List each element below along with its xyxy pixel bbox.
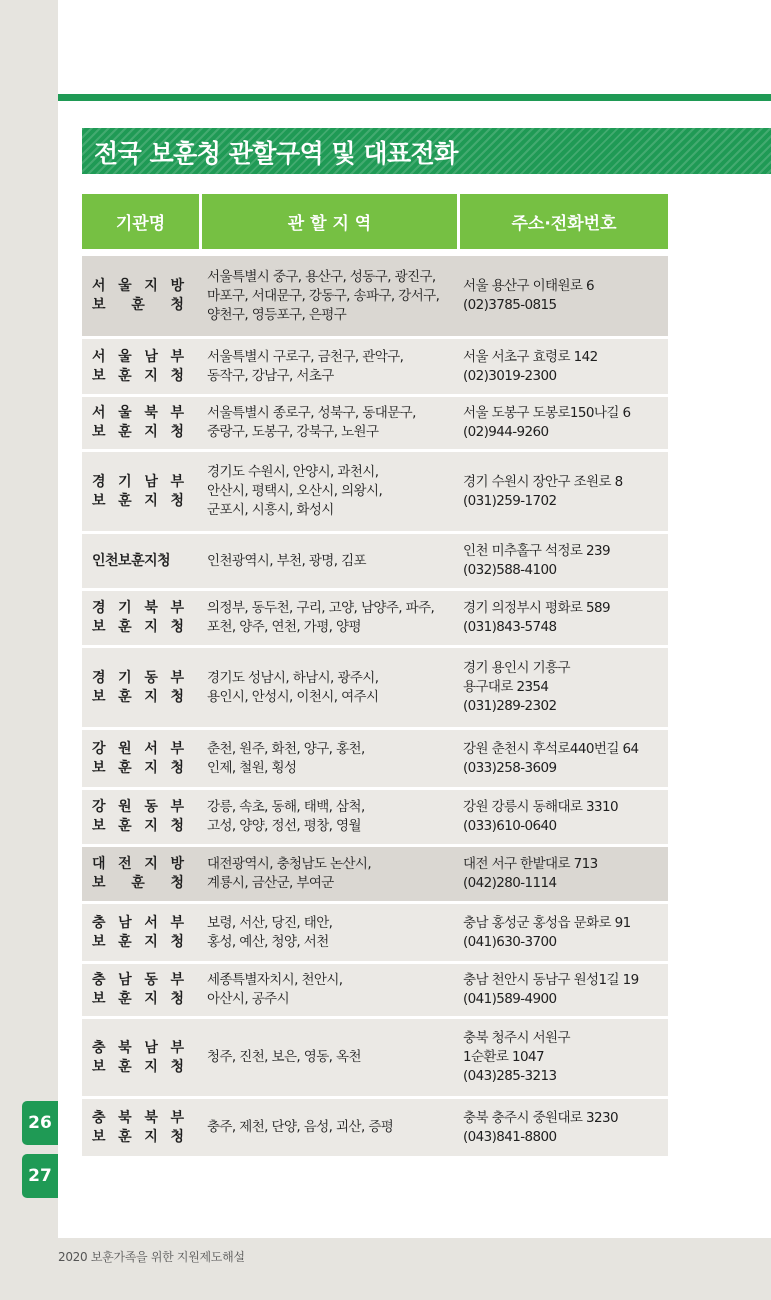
jurisdiction-cell	[199, 397, 457, 449]
org-name-char: 훈	[118, 991, 132, 1007]
jurisdiction-line: 경기도 수원시, 안양시, 과천시,	[207, 464, 379, 480]
org-name-char: 남	[144, 348, 158, 365]
org-name-char: 대	[92, 856, 106, 872]
org-name-char: 지	[144, 759, 158, 776]
header-address: 주소·전화번호	[457, 194, 668, 249]
org-name-char: 인천보훈지청	[92, 552, 171, 569]
header-area: 관 할 지 역	[199, 194, 457, 249]
table-row	[82, 787, 668, 844]
org-name-line	[92, 817, 184, 836]
org-name-line	[92, 874, 184, 893]
org-name-char: 서	[92, 405, 106, 421]
org-name-char: 훈	[118, 933, 132, 950]
org-name-char: 방	[170, 278, 184, 294]
page-number-right: 27	[22, 1154, 58, 1198]
jurisdiction-line: 용인시, 안성시, 이천시, 여주시	[207, 688, 379, 705]
jurisdiction-line: 동작구, 강남구, 서초구	[207, 367, 334, 384]
table-row	[82, 645, 668, 727]
org-name-char: 북	[144, 405, 158, 421]
org-name-line	[92, 1058, 184, 1077]
address-line: 경기 용인시 기흥구	[463, 660, 570, 676]
jurisdiction-line: 마포구, 서대문구, 강동구, 송파구, 강서구,	[207, 287, 440, 304]
jurisdiction-cell	[199, 256, 457, 336]
org-name-char: 지	[144, 818, 158, 834]
table-row	[82, 449, 668, 531]
jurisdiction-line: 홍성, 예산, 청양, 서천	[207, 933, 329, 950]
org-name-char: 경	[92, 473, 106, 490]
org-name-char: 동	[144, 972, 158, 988]
address-phone-cell	[457, 339, 668, 394]
org-name-char: 경	[92, 669, 106, 686]
org-name-cell	[82, 1019, 199, 1096]
org-name-char: 보	[92, 933, 106, 950]
org-name-char: 충	[92, 972, 106, 988]
org-name-char: 울	[118, 405, 132, 421]
page-number-left: 26	[22, 1101, 58, 1145]
phone-number: (031)843-5748	[463, 619, 557, 635]
jurisdiction-line: 군포시, 시흥시, 화성시	[207, 502, 334, 518]
phone-number: (043)285-3213	[463, 1068, 557, 1084]
header-org: 기관명	[82, 194, 199, 249]
top-accent-line	[58, 94, 771, 101]
org-name-line	[92, 971, 184, 990]
address-line: 충남 천안시 동남구 원성1길 19	[463, 972, 639, 988]
org-name-char: 보	[92, 424, 106, 440]
org-name-char: 남	[144, 1039, 158, 1056]
org-name-char: 훈	[118, 688, 132, 705]
org-name-char: 청	[170, 1058, 184, 1075]
address-phone-cell	[457, 397, 668, 449]
org-name-char: 부	[170, 669, 184, 686]
address-phone-cell	[457, 648, 668, 727]
jurisdiction-cell	[199, 339, 457, 394]
address-line: 경기 의정부시 평화로 589	[463, 600, 611, 616]
org-name-char: 서	[144, 740, 158, 757]
address-line: 충남 홍성군 홍성읍 문화로 91	[463, 914, 631, 931]
org-name-char: 보	[92, 619, 106, 635]
page-title: 전국 보훈청 관할구역 및 대표전화	[94, 139, 458, 168]
jurisdiction-cell	[199, 1019, 457, 1096]
org-name-char: 부	[170, 972, 184, 988]
org-name-cell	[82, 256, 199, 336]
org-name-line	[92, 914, 184, 933]
org-name-line	[92, 296, 184, 315]
org-name-char: 지	[144, 688, 158, 705]
org-name-cell	[82, 591, 199, 645]
address-line: 충북 충주시 중원대로 3230	[463, 1109, 618, 1126]
jurisdiction-cell	[199, 730, 457, 787]
org-name-cell	[82, 1099, 199, 1156]
org-name-char: 청	[170, 297, 184, 313]
org-name-char: 동	[144, 669, 158, 686]
address-phone-cell	[457, 1099, 668, 1156]
org-name-char: 서	[92, 278, 106, 294]
org-name-char: 지	[144, 619, 158, 635]
org-name-line	[92, 1039, 184, 1058]
phone-number: (043)841-8800	[463, 1128, 557, 1145]
org-name-cell	[82, 964, 199, 1016]
org-name-char: 부	[170, 405, 184, 421]
address-line: 충북 청주시 서원구	[463, 1030, 570, 1046]
org-name-char: 훈	[131, 297, 145, 313]
address-phone-cell	[457, 730, 668, 787]
jurisdiction-line: 충주, 제천, 단양, 음성, 괴산, 증평	[207, 1119, 394, 1135]
jurisdiction-line: 서울특별시 종로구, 성북구, 동대문구,	[207, 405, 416, 421]
jurisdiction-cell	[199, 648, 457, 727]
org-name-char: 청	[170, 991, 184, 1007]
org-name-char: 청	[170, 424, 184, 440]
org-name-char: 방	[170, 856, 184, 872]
address-line: 1순환로 1047	[463, 1049, 544, 1065]
org-name-char: 청	[170, 619, 184, 635]
jurisdiction-line: 인제, 철원, 횡성	[207, 759, 297, 776]
address-line: 강원 춘천시 후석로440번길 64	[463, 740, 639, 757]
table-row	[82, 252, 668, 336]
org-name-line	[92, 1109, 184, 1128]
org-name-char: 울	[118, 278, 132, 294]
jurisdiction-line: 세종특별자치시, 천안시,	[207, 972, 343, 988]
org-name-char: 전	[118, 856, 132, 872]
org-name-char: 훈	[118, 424, 132, 440]
org-name-char: 지	[144, 991, 158, 1007]
jurisdiction-line: 고성, 양양, 정선, 평창, 영월	[207, 818, 361, 834]
org-name-char: 청	[170, 688, 184, 705]
org-name-char: 원	[118, 740, 132, 757]
table-row	[82, 336, 668, 394]
jurisdiction-cell	[199, 790, 457, 844]
org-name-char: 지	[144, 856, 158, 872]
jurisdiction-line: 보령, 서산, 당진, 태안,	[207, 914, 333, 931]
org-name-line	[92, 492, 184, 511]
phone-number: (032)588-4100	[463, 562, 557, 578]
table-row	[82, 844, 668, 901]
office-table	[82, 194, 668, 1156]
org-name-line	[92, 367, 184, 386]
org-name-line	[92, 473, 184, 492]
org-name-char: 강	[92, 799, 106, 815]
org-name-char: 보	[92, 492, 106, 509]
table-row	[82, 961, 668, 1016]
org-name-char: 지	[144, 278, 158, 294]
jurisdiction-line: 서울특별시 중구, 용산구, 성동구, 광진구,	[207, 268, 436, 285]
org-name-char: 충	[92, 914, 106, 931]
address-line: 인천 미추홀구 석정로 239	[463, 543, 611, 559]
jurisdiction-line: 춘천, 원주, 화천, 양구, 홍천,	[207, 740, 365, 757]
org-name-char: 청	[170, 933, 184, 950]
org-name-line	[92, 277, 184, 296]
org-name-char: 청	[170, 759, 184, 776]
org-name-char: 동	[144, 799, 158, 815]
phone-number: (031)259-1702	[463, 492, 557, 509]
address-line: 서울 서초구 효령로 142	[463, 348, 598, 365]
org-name-char: 충	[92, 1109, 106, 1126]
org-name-cell	[82, 904, 199, 961]
org-name-line	[92, 1128, 184, 1147]
org-name-char: 기	[118, 473, 132, 490]
org-name-char: 보	[92, 1058, 106, 1075]
address-phone-cell	[457, 964, 668, 1016]
org-name-char: 보	[92, 818, 106, 834]
org-name-char: 서	[144, 914, 158, 931]
org-name-char: 울	[118, 348, 132, 365]
phone-number: (042)280-1114	[463, 875, 557, 891]
address-phone-cell	[457, 452, 668, 531]
jurisdiction-cell	[199, 591, 457, 645]
address-phone-cell	[457, 904, 668, 961]
org-name-line	[92, 740, 184, 759]
phone-number: (02)944-9260	[463, 424, 549, 440]
table-body	[82, 252, 668, 1156]
org-name-char: 충	[92, 1039, 106, 1056]
org-name-char: 부	[170, 600, 184, 616]
jurisdiction-cell	[199, 847, 457, 901]
table-row	[82, 531, 668, 588]
org-name-char: 훈	[118, 492, 132, 509]
org-name-char: 지	[144, 492, 158, 509]
org-name-char: 남	[144, 473, 158, 490]
table-row	[82, 727, 668, 787]
org-name-char: 남	[118, 972, 132, 988]
table-row	[82, 394, 668, 449]
jurisdiction-line: 서울특별시 구로구, 금천구, 관악구,	[207, 348, 404, 365]
org-name-char: 원	[118, 799, 132, 815]
org-name-char: 부	[170, 740, 184, 757]
org-name-line	[92, 990, 184, 1009]
org-name-line	[92, 348, 184, 367]
org-name-char: 남	[118, 914, 132, 931]
jurisdiction-line: 대전광역시, 충청남도 논산시,	[207, 856, 372, 872]
phone-number: (033)258-3609	[463, 759, 557, 776]
org-name-line	[92, 552, 184, 571]
jurisdiction-line: 아산시, 공주시	[207, 991, 290, 1007]
org-name-char: 북	[144, 600, 158, 616]
org-name-char: 훈	[118, 367, 132, 384]
org-name-char: 훈	[118, 1058, 132, 1075]
org-name-char: 청	[170, 875, 184, 891]
org-name-char: 훈	[131, 875, 145, 891]
org-name-char: 보	[92, 759, 106, 776]
org-name-char: 부	[170, 1039, 184, 1056]
phone-number: (033)610-0640	[463, 818, 557, 834]
jurisdiction-cell	[199, 1099, 457, 1156]
jurisdiction-cell	[199, 534, 457, 588]
jurisdiction-line: 청주, 진천, 보은, 영동, 옥천	[207, 1049, 361, 1065]
org-name-char: 지	[144, 1058, 158, 1075]
table-row	[82, 1096, 668, 1156]
table-row	[82, 1016, 668, 1096]
org-name-cell	[82, 452, 199, 531]
org-name-char: 부	[170, 1109, 184, 1126]
org-name-char: 보	[92, 991, 106, 1007]
org-name-char: 기	[118, 669, 132, 686]
org-name-char: 훈	[118, 619, 132, 635]
org-name-char: 북	[144, 1109, 158, 1126]
phone-number: (02)3019-2300	[463, 367, 557, 384]
org-name-line	[92, 855, 184, 874]
org-name-line	[92, 688, 184, 707]
org-name-char: 보	[92, 297, 106, 313]
org-name-char: 기	[118, 600, 132, 616]
org-name-char: 청	[170, 818, 184, 834]
jurisdiction-cell	[199, 452, 457, 531]
jurisdiction-line: 포천, 양주, 연천, 가평, 양평	[207, 619, 361, 635]
phone-number: (041)630-3700	[463, 933, 557, 950]
address-line: 강원 강릉시 동해대로 3310	[463, 799, 618, 815]
org-name-cell	[82, 339, 199, 394]
phone-number: (02)3785-0815	[463, 297, 557, 313]
jurisdiction-line: 안산시, 평택시, 오산시, 의왕시,	[207, 483, 383, 499]
address-line: 대전 서구 한밭대로 713	[463, 856, 598, 872]
org-name-char: 부	[170, 348, 184, 365]
phone-number: (041)589-4900	[463, 991, 557, 1007]
org-name-cell	[82, 648, 199, 727]
footer-text: 2020 보훈가족을 위한 지원제도해설	[58, 1250, 245, 1264]
org-name-char: 보	[92, 875, 106, 891]
org-name-char: 보	[92, 367, 106, 384]
jurisdiction-line: 중랑구, 도봉구, 강북구, 노원구	[207, 424, 379, 440]
org-name-char: 보	[92, 688, 106, 705]
org-name-cell	[82, 730, 199, 787]
org-name-line	[92, 404, 184, 423]
org-name-line	[92, 759, 184, 778]
address-line: 경기 수원시 장안구 조원로 8	[463, 473, 623, 490]
jurisdiction-cell	[199, 964, 457, 1016]
org-name-char: 경	[92, 600, 106, 616]
org-name-cell	[82, 397, 199, 449]
org-name-line	[92, 618, 184, 637]
address-line: 용구대로 2354	[463, 679, 549, 695]
org-name-char: 부	[170, 799, 184, 815]
address-line: 서울 도봉구 도봉로150나길 6	[463, 405, 631, 421]
address-line: 서울 용산구 이태원로 6	[463, 278, 595, 294]
org-name-char: 지	[144, 1128, 158, 1145]
org-name-char: 청	[170, 1128, 184, 1145]
org-name-char: 서	[92, 348, 106, 365]
title-banner	[82, 128, 771, 174]
table-row	[82, 588, 668, 645]
org-name-char: 청	[170, 492, 184, 509]
jurisdiction-line: 양천구, 영등포구, 은평구	[207, 306, 347, 323]
org-name-cell	[82, 534, 199, 588]
org-name-line	[92, 798, 184, 817]
org-name-line	[92, 669, 184, 688]
org-name-char: 보	[92, 1128, 106, 1145]
address-phone-cell	[457, 256, 668, 336]
org-name-char: 청	[170, 367, 184, 384]
org-name-char: 지	[144, 367, 158, 384]
org-name-char: 훈	[118, 1128, 132, 1145]
jurisdiction-line: 계룡시, 금산군, 부여군	[207, 875, 334, 891]
org-name-char: 북	[118, 1109, 132, 1126]
address-phone-cell	[457, 534, 668, 588]
org-name-char: 훈	[118, 759, 132, 776]
org-name-char: 강	[92, 740, 106, 757]
org-name-line	[92, 933, 184, 952]
jurisdiction-line: 의정부, 동두천, 구리, 고양, 남양주, 파주,	[207, 600, 435, 616]
table-row	[82, 901, 668, 961]
phone-number: (031)289-2302	[463, 698, 557, 714]
address-phone-cell	[457, 847, 668, 901]
jurisdiction-line: 경기도 성남시, 하남시, 광주시,	[207, 669, 379, 686]
org-name-char: 지	[144, 933, 158, 950]
jurisdiction-line: 강릉, 속초, 동해, 태백, 삼척,	[207, 799, 365, 815]
address-phone-cell	[457, 591, 668, 645]
jurisdiction-line: 인천광역시, 부천, 광명, 김포	[207, 552, 366, 569]
jurisdiction-cell	[199, 904, 457, 961]
org-name-line	[92, 423, 184, 442]
org-name-line	[92, 599, 184, 618]
address-phone-cell	[457, 790, 668, 844]
org-name-cell	[82, 847, 199, 901]
org-name-char: 북	[118, 1039, 132, 1056]
org-name-char: 부	[170, 914, 184, 931]
table-header	[82, 194, 668, 252]
org-name-char: 부	[170, 473, 184, 490]
org-name-char: 지	[144, 424, 158, 440]
address-phone-cell	[457, 1019, 668, 1096]
org-name-cell	[82, 790, 199, 844]
org-name-char: 훈	[118, 818, 132, 834]
